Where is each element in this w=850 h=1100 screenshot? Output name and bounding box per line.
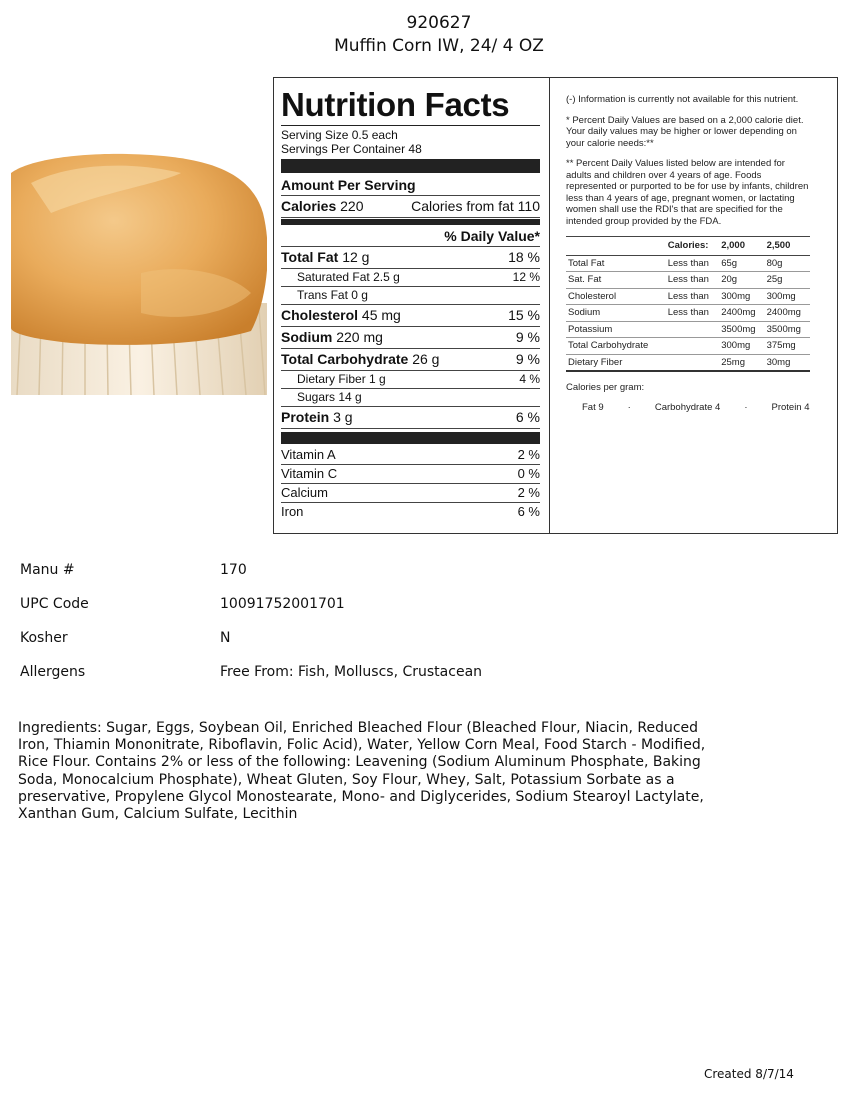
table-row: Cholesterol Less than 300mg 300mg bbox=[566, 288, 810, 305]
table-row: Sodium Less than 2400mg 2400mg bbox=[566, 305, 810, 322]
note-not-available: (-) Information is currently not available for this nutrient. bbox=[566, 94, 799, 105]
detail-row-upc: UPC Code 10091752001701 bbox=[20, 596, 345, 612]
ingredients: Ingredients: Sugar, Eggs, Soybean Oil, Enriched Bleached Flour (Bleached Flour, Niacin, Reduced Iron, Thiamin Mononitrate, Riboflavin, Folic Acid), Water, Yellow Corn Meal, Food Starch - Modified, Rice Flour. Contains 2% or less of the following: Leavening (Sodium Aluminum Phosphate, Baking Soda, Monocalcium Phosphate), Wheat Gluten, Soy Flour, Whey, Salt, Potassium Sorbate as a preservative, Propylene Glycol Monostearate, Mono- and Diglycerides, Sodium Stearoyl Lactylate, Xanthan Gum, Calcium Sulfate, Lecithin bbox=[18, 720, 706, 823]
created-date: Created 8/7/14 bbox=[704, 1067, 794, 1081]
vitamin-row-iron: Iron 6 % bbox=[281, 504, 540, 519]
nutrition-facts-title: Nutrition Facts bbox=[281, 78, 540, 126]
daily-values-table: Calories: 2,000 2,500 Total Fat Less than 65g 80g Sat. Fat Less than 20g 25g Cholesterol Less than 300mg 300mg Sodium Less than 2400mg 2400mg Potassium 3500mg 3500mg Total Carbohydrate 300mg 375mg Dietary Fiber 25mg 30mg bbox=[566, 236, 810, 372]
nutrition-facts-panel bbox=[281, 78, 540, 521]
table-row: Total Carbohydrate 300mg 375mg bbox=[566, 338, 810, 355]
vitamin-row-c: Vitamin C 0 % bbox=[281, 465, 540, 484]
nutrient-row-sugars: Sugars 14 g bbox=[281, 389, 540, 407]
calories-per-gram-values: Fat 9 · Carbohydrate 4 · Protein 4 bbox=[582, 401, 810, 413]
table-row: Sat. Fat Less than 20g 25g bbox=[566, 272, 810, 289]
vitamin-row-calcium: Calcium 2 % bbox=[281, 484, 540, 503]
nutrient-row-protein: Protein 3 g 6 % bbox=[281, 407, 540, 429]
serving-size: Serving Size 0.5 each bbox=[281, 128, 398, 142]
detail-row-kosher: Kosher N bbox=[20, 630, 231, 646]
nutrient-row-total-carbohydrate: Total Carbohydrate 26 g 9 % bbox=[281, 349, 540, 371]
calories-per-gram-label: Calories per gram: bbox=[566, 382, 645, 393]
table-row: Total Fat Less than 65g 80g bbox=[566, 255, 810, 272]
muffin-image bbox=[11, 153, 267, 395]
note-percent-daily-values-2: ** Percent Daily Values listed below are intended for adults and children over 4 years of age. Foods represented or purported to be for use by infants, children less than 4 years of age, pregnant women, or lactating women shall use the RDI's that are specified for the intended group provided by the FDA. bbox=[566, 158, 809, 227]
product-name: Muffin Corn IW, 24/ 4 OZ bbox=[334, 36, 544, 56]
table-row: Potassium 3500mg 3500mg bbox=[566, 321, 810, 338]
medium-rule bbox=[281, 219, 540, 225]
nutrient-row-dietary-fiber: Dietary Fiber 1 g 4 % bbox=[281, 371, 540, 389]
label-notes-panel bbox=[566, 94, 812, 413]
table-row: Dietary Fiber 25mg 30mg bbox=[566, 354, 810, 371]
nutrient-row-saturated-fat: Saturated Fat 2.5 g 12 % bbox=[281, 269, 540, 287]
detail-row-allergens: Allergens Free From: Fish, Molluscs, Crustacean bbox=[20, 664, 483, 680]
nutrient-row-trans-fat: Trans Fat 0 g bbox=[281, 287, 540, 305]
nutrient-row-cholesterol: Cholesterol 45 mg 15 % bbox=[281, 305, 540, 327]
amount-per-serving: Amount Per Serving bbox=[281, 175, 540, 196]
thick-rule bbox=[281, 159, 540, 173]
daily-value-header: % Daily Value* bbox=[281, 226, 540, 247]
nutrient-row-sodium: Sodium 220 mg 9 % bbox=[281, 327, 540, 349]
nutrition-label bbox=[273, 77, 838, 534]
note-percent-daily-values: * Percent Daily Values are based on a 2,000 calorie diet. Your daily values may be higher or lower depending on your calorie needs:** bbox=[566, 114, 804, 149]
label-divider bbox=[549, 78, 550, 533]
product-details bbox=[20, 561, 482, 697]
vitamin-row-a: Vitamin A 2 % bbox=[281, 446, 540, 465]
servings-per-container: Servings Per Container 48 bbox=[281, 142, 422, 156]
thick-rule-2 bbox=[281, 432, 540, 444]
nutrient-row-total-fat: Total Fat 12 g 18 % bbox=[281, 247, 540, 269]
calories-row: Calories 220 Calories from fat 110 bbox=[281, 196, 540, 218]
product-code: 920627 bbox=[406, 13, 472, 33]
detail-row-manu: Manu # 170 bbox=[20, 562, 247, 578]
